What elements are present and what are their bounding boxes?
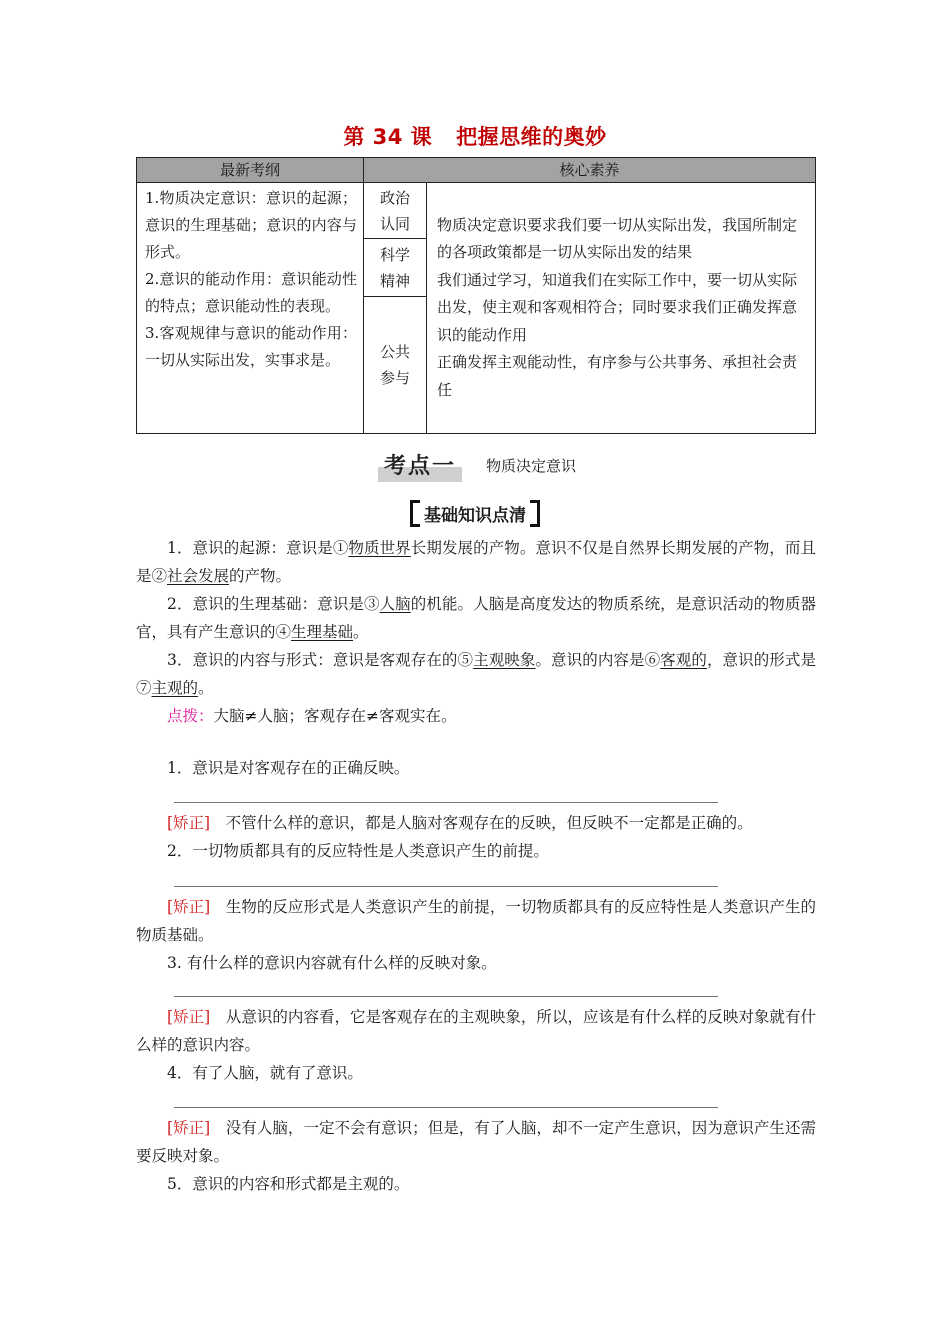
lesson-title: [0, 121, 950, 151]
literacy-participation: [364, 297, 427, 434]
point-1-text-c: 的产物。: [229, 567, 292, 585]
syllabus-text: 1.物质决定意识：意识的起源；意识的生理基础；意识的内容与形式。 2.意识的能动作用：意识能动性的特点；意识能动性的表现。 3.客观规律与意识的能动作用：一切从实际出发，实事求是。: [145, 189, 357, 369]
literacy-political-label: 政治认同: [379, 188, 410, 233]
judgment-2-fix: [136, 893, 816, 949]
point-1: [136, 534, 816, 590]
kaodian-badge: 考点一: [378, 449, 462, 482]
judgment-1: [136, 754, 816, 865]
judgment-5-question: 5．意识的内容和形式都是主观的。: [167, 1175, 410, 1193]
syllabus-table: [136, 157, 816, 434]
point-2: [136, 590, 816, 646]
fix-text-1: 不管什么样的意识，都是人脑对客观存在的反映，但反映不一定都是正确的。: [225, 814, 753, 832]
literacy-science-label: 科学精神: [379, 245, 410, 290]
judgment-2: [136, 866, 816, 977]
point-2-text-c: 。: [353, 623, 369, 641]
point-3-text: 3．意识的内容与形式：意识是客观存在的⑤: [167, 651, 474, 669]
judgment-3-question: 3. 有什么样的意识内容就有什么样的反映对象。: [167, 954, 497, 972]
fix-text-2: 生物的反应形式是人类意识产生的前提，一切物质都具有的反应特性是人类意识产生的物质基础。: [136, 898, 816, 944]
lesson-name: 把握思维的奥妙: [456, 125, 607, 149]
blank-5: 主观映象: [473, 651, 536, 669]
answer-line-2: [174, 886, 718, 887]
answer-line-4: [174, 1107, 718, 1108]
syllabus-content: [137, 183, 364, 434]
literacy-text-1: 物质决定意识要求我们要一切从实际出发，我国所制定的各项政策都是一切从实际出发的结果: [437, 215, 798, 262]
judgment-2-question: 2．一切物质都具有的反应特性是人类意识产生的前提。: [167, 842, 549, 860]
judgment-4: [136, 1087, 816, 1198]
point-3: [136, 646, 816, 702]
fix-text-4: 没有人脑，一定不会有意识；但是，有了人脑，却不一定产生意识，因为意识产生还需要反映对象。: [136, 1119, 816, 1165]
header-syllabus: 最新考纲: [137, 158, 364, 183]
point-3-text-d: 。: [198, 679, 214, 697]
header-literacy: 核心素养: [364, 158, 816, 183]
jichu-label: 基础知识点清: [410, 498, 540, 529]
answer-line-1: [174, 802, 718, 803]
literacy-participation-label: 公共参与: [379, 343, 410, 387]
answer-line-3: [174, 996, 718, 997]
kaodian-heading: [378, 447, 576, 483]
blank-2: 社会发展: [167, 567, 230, 585]
blank-6: 客观的: [660, 651, 707, 669]
literacy-text-3: 正确发挥主观能动性，有序参与公共事务、承担社会责任: [437, 353, 798, 399]
blank-1: 物质世界: [348, 539, 411, 557]
hint-text: 大脑≠人脑；客观存在≠客观实在。: [213, 707, 457, 725]
literacy-content: [427, 183, 816, 434]
point-2-text-b: 的机能。人脑是高度发达的物质系统，是意识活动的物质器官，具有产生意识的④: [136, 595, 816, 641]
blank-7: 主观的: [151, 679, 199, 697]
knowledge-points: [136, 534, 816, 730]
point-1-text: 1．意识的起源：意识是①: [167, 539, 349, 557]
literacy-text-2: 我们通过学习，知道我们在实际工作中，要一切从实际出发，使主观和客观相符合；同时要求我们正确发挥意识的能动作用: [437, 270, 798, 344]
point-2-text: 2．意识的生理基础：意识是③: [167, 595, 380, 613]
lesson-number: 第 34 课: [343, 125, 433, 149]
judgment-4-question: 4．有了人脑，就有了意识。: [167, 1064, 363, 1082]
point-1-text-b: 长期发展的产物。意识不仅是自然界长期发展的产物，而且是②: [136, 539, 816, 585]
point-3-text-c: ，意识的形式是⑦: [136, 651, 816, 697]
point-3-text-b: 。意识的内容是⑥: [535, 651, 661, 669]
judgment-3-fix: [136, 1003, 816, 1059]
fix-label-1: [矫正]: [167, 814, 211, 832]
fix-label-3: [矫正]: [167, 1008, 211, 1026]
judgment-4-fix: [136, 1114, 816, 1170]
judgment-1-question: 1．意识是对客观存在的正确反映。: [167, 759, 410, 777]
literacy-science: [364, 239, 427, 297]
blank-4: 生理基础: [291, 623, 354, 641]
hint: [136, 702, 816, 730]
fix-label-4: [矫正]: [167, 1119, 211, 1137]
fix-text-3: 从意识的内容看，它是客观存在的主观映象，所以，应该是有什么样的反映对象就有什么样的意识内容。: [136, 1008, 816, 1054]
jichu-heading: [0, 498, 950, 529]
judgment-1-fix: [136, 809, 816, 837]
fix-label-2: [矫正]: [167, 898, 211, 916]
kaodian-title: 物质决定意识: [486, 456, 577, 475]
literacy-political: [364, 183, 427, 239]
judgment-3: [136, 976, 816, 1087]
blank-3: 人脑: [379, 595, 411, 613]
hint-label: 点拨：: [167, 707, 214, 725]
